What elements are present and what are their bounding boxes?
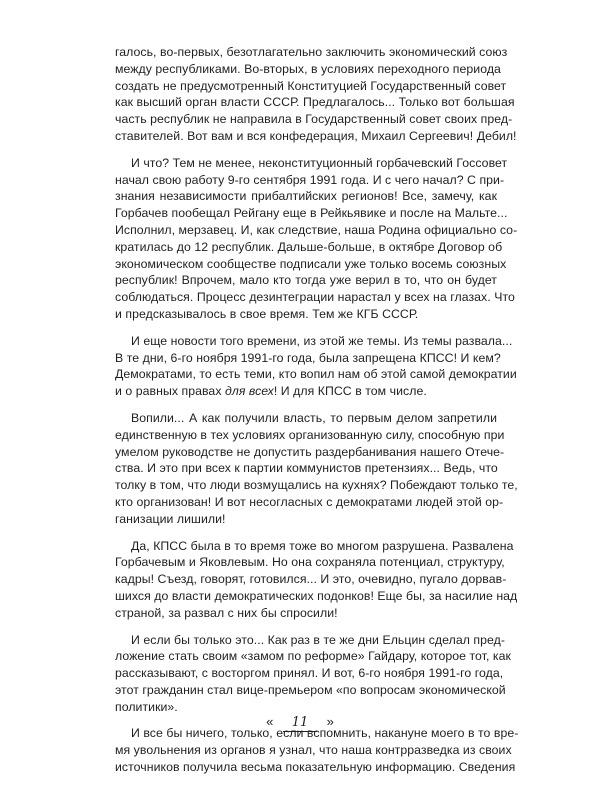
text-line: Вопили... А как получили власть, то первым делом запретили bbox=[131, 410, 497, 425]
text-line: источников получила весьма показательную информацию. Сведения bbox=[115, 760, 516, 775]
text-line: И еще новости того времени, из этой же темы. Из темы развала... bbox=[131, 333, 513, 348]
right-guillemet: » bbox=[326, 714, 334, 729]
text-line: Исполнил, мерзавец. И, как следствие, наша Родина официально со- bbox=[115, 222, 518, 237]
text-line: единственную в тех условиях организованную силу, способную при bbox=[115, 427, 505, 442]
text-line: республик! Впрочем, мало кто тогда уже верил в то, что он будет bbox=[115, 273, 497, 288]
text-line: кадры! Съезд, говорят, готовился... И это, очевидно, пугало дорвав- bbox=[115, 572, 507, 587]
text-line: кратилась до 12 республик. Дальше-больше, в октябре Договор об bbox=[115, 239, 503, 254]
text-fragment: и о равных правах bbox=[115, 384, 225, 399]
text-line: начал свою работу 9-го сентября 1991 года. И с чего начал? С при- bbox=[115, 172, 505, 187]
left-guillemet: « bbox=[266, 714, 274, 729]
text-line: ставителей. Вот вам и вся конфедерация, Михаил Сергеевич! Дебил! bbox=[115, 128, 517, 143]
text-line: страной, за развал с них бы спросили! bbox=[115, 605, 338, 620]
page-number-value: 11 bbox=[283, 715, 317, 732]
text-line: Да, КПСС была в то время тоже во многом разрушена. Развалена bbox=[131, 538, 514, 553]
text-line: политики». bbox=[115, 699, 178, 714]
text-line: толку в том, что люди возмущались на кухнях? Побеждают только те, bbox=[115, 478, 518, 493]
paragraph-7 bbox=[115, 725, 519, 775]
text-line: Горбачевым и Яковлевым. Но она сохраняла потенциал, структуру, bbox=[115, 555, 505, 570]
page-body bbox=[115, 44, 519, 786]
text-line: ства. И это при всех к партии коммунистов претензиях... Ведь, что bbox=[115, 461, 498, 476]
page-number bbox=[0, 714, 600, 732]
text-line: мя увольнения из органов я узнал, что наша контрразведка из своих bbox=[115, 743, 512, 758]
paragraph-2 bbox=[115, 155, 518, 323]
paragraph-1 bbox=[115, 44, 517, 145]
text-line: В те дни, 6-го ноября 1991-го года, была запрещена КПСС! И кем? bbox=[115, 350, 501, 365]
text-line: кто организован! И вот несогласных с демократами людей этой ор- bbox=[115, 494, 504, 509]
text-line: Горбачев пообещал Рейгану еще в Рейкьявике и после на Мальте... bbox=[115, 206, 508, 221]
text-line: И если бы только это... Как раз в те же дни Ельцин сделал пред- bbox=[131, 632, 505, 647]
paragraph-6 bbox=[115, 632, 511, 716]
text-line: И что? Тем не менее, неконституционный горбачевский Госсовет bbox=[131, 155, 508, 170]
text-line: как высший орган власти СССР. Предлагалось... Только вот большая bbox=[115, 95, 515, 110]
text-line: умелом руководстве не допустить раздербанивания нашего Отече- bbox=[115, 444, 505, 459]
text-line: ложение стать своим «замом по реформе» Гайдару, которое тот, как bbox=[115, 649, 511, 664]
text-line: соблюдаться. Процесс дезинтеграции нарастал у всех на глазах. Что bbox=[115, 290, 515, 305]
text-line: ганизации лишили! bbox=[115, 511, 226, 526]
text-fragment: ! И для КПСС в том числе. bbox=[273, 384, 427, 399]
text-line: часть республик не направила в Государственный совет своих пред- bbox=[115, 112, 513, 127]
paragraph-4 bbox=[115, 410, 518, 528]
paragraph-5 bbox=[115, 538, 518, 622]
text-line: шихся до власти демократических подонков! Еще бы, за насилие над bbox=[115, 588, 518, 603]
text-line: этот гражданин стал вице-премьером «по вопросам экономической bbox=[115, 682, 506, 697]
paragraph-3 bbox=[115, 333, 517, 400]
text-line: знания независимости прибалтийских регионов! Все, замечу, как bbox=[115, 189, 497, 204]
text-line: экономическом сообществе подписали уже только восемь союзных bbox=[115, 256, 507, 271]
text-line: Демократами, то есть теми, кто вопил нам об этой самой демократии bbox=[115, 367, 517, 382]
text-line: И все бы ничего, только, если вспомнить, накануне моего в то вре- bbox=[131, 726, 519, 741]
text-line bbox=[115, 383, 497, 400]
text-line: и предсказывалось в свое время. Тем же КГБ СССР. bbox=[115, 306, 419, 321]
text-line: галось, во-первых, безотлагательно заключить экономический союз bbox=[115, 45, 508, 59]
text-line: между республиками. Во-вторых, в условиях переходного периода bbox=[115, 61, 501, 76]
text-line: рассказывают, с восторгом принял. И вот, 6-го ноября 1991-го года, bbox=[115, 666, 504, 681]
text-line: создать не предусмотренный Конституцией Государственный совет bbox=[115, 78, 507, 93]
italic-emphasis: для всех bbox=[224, 384, 274, 399]
